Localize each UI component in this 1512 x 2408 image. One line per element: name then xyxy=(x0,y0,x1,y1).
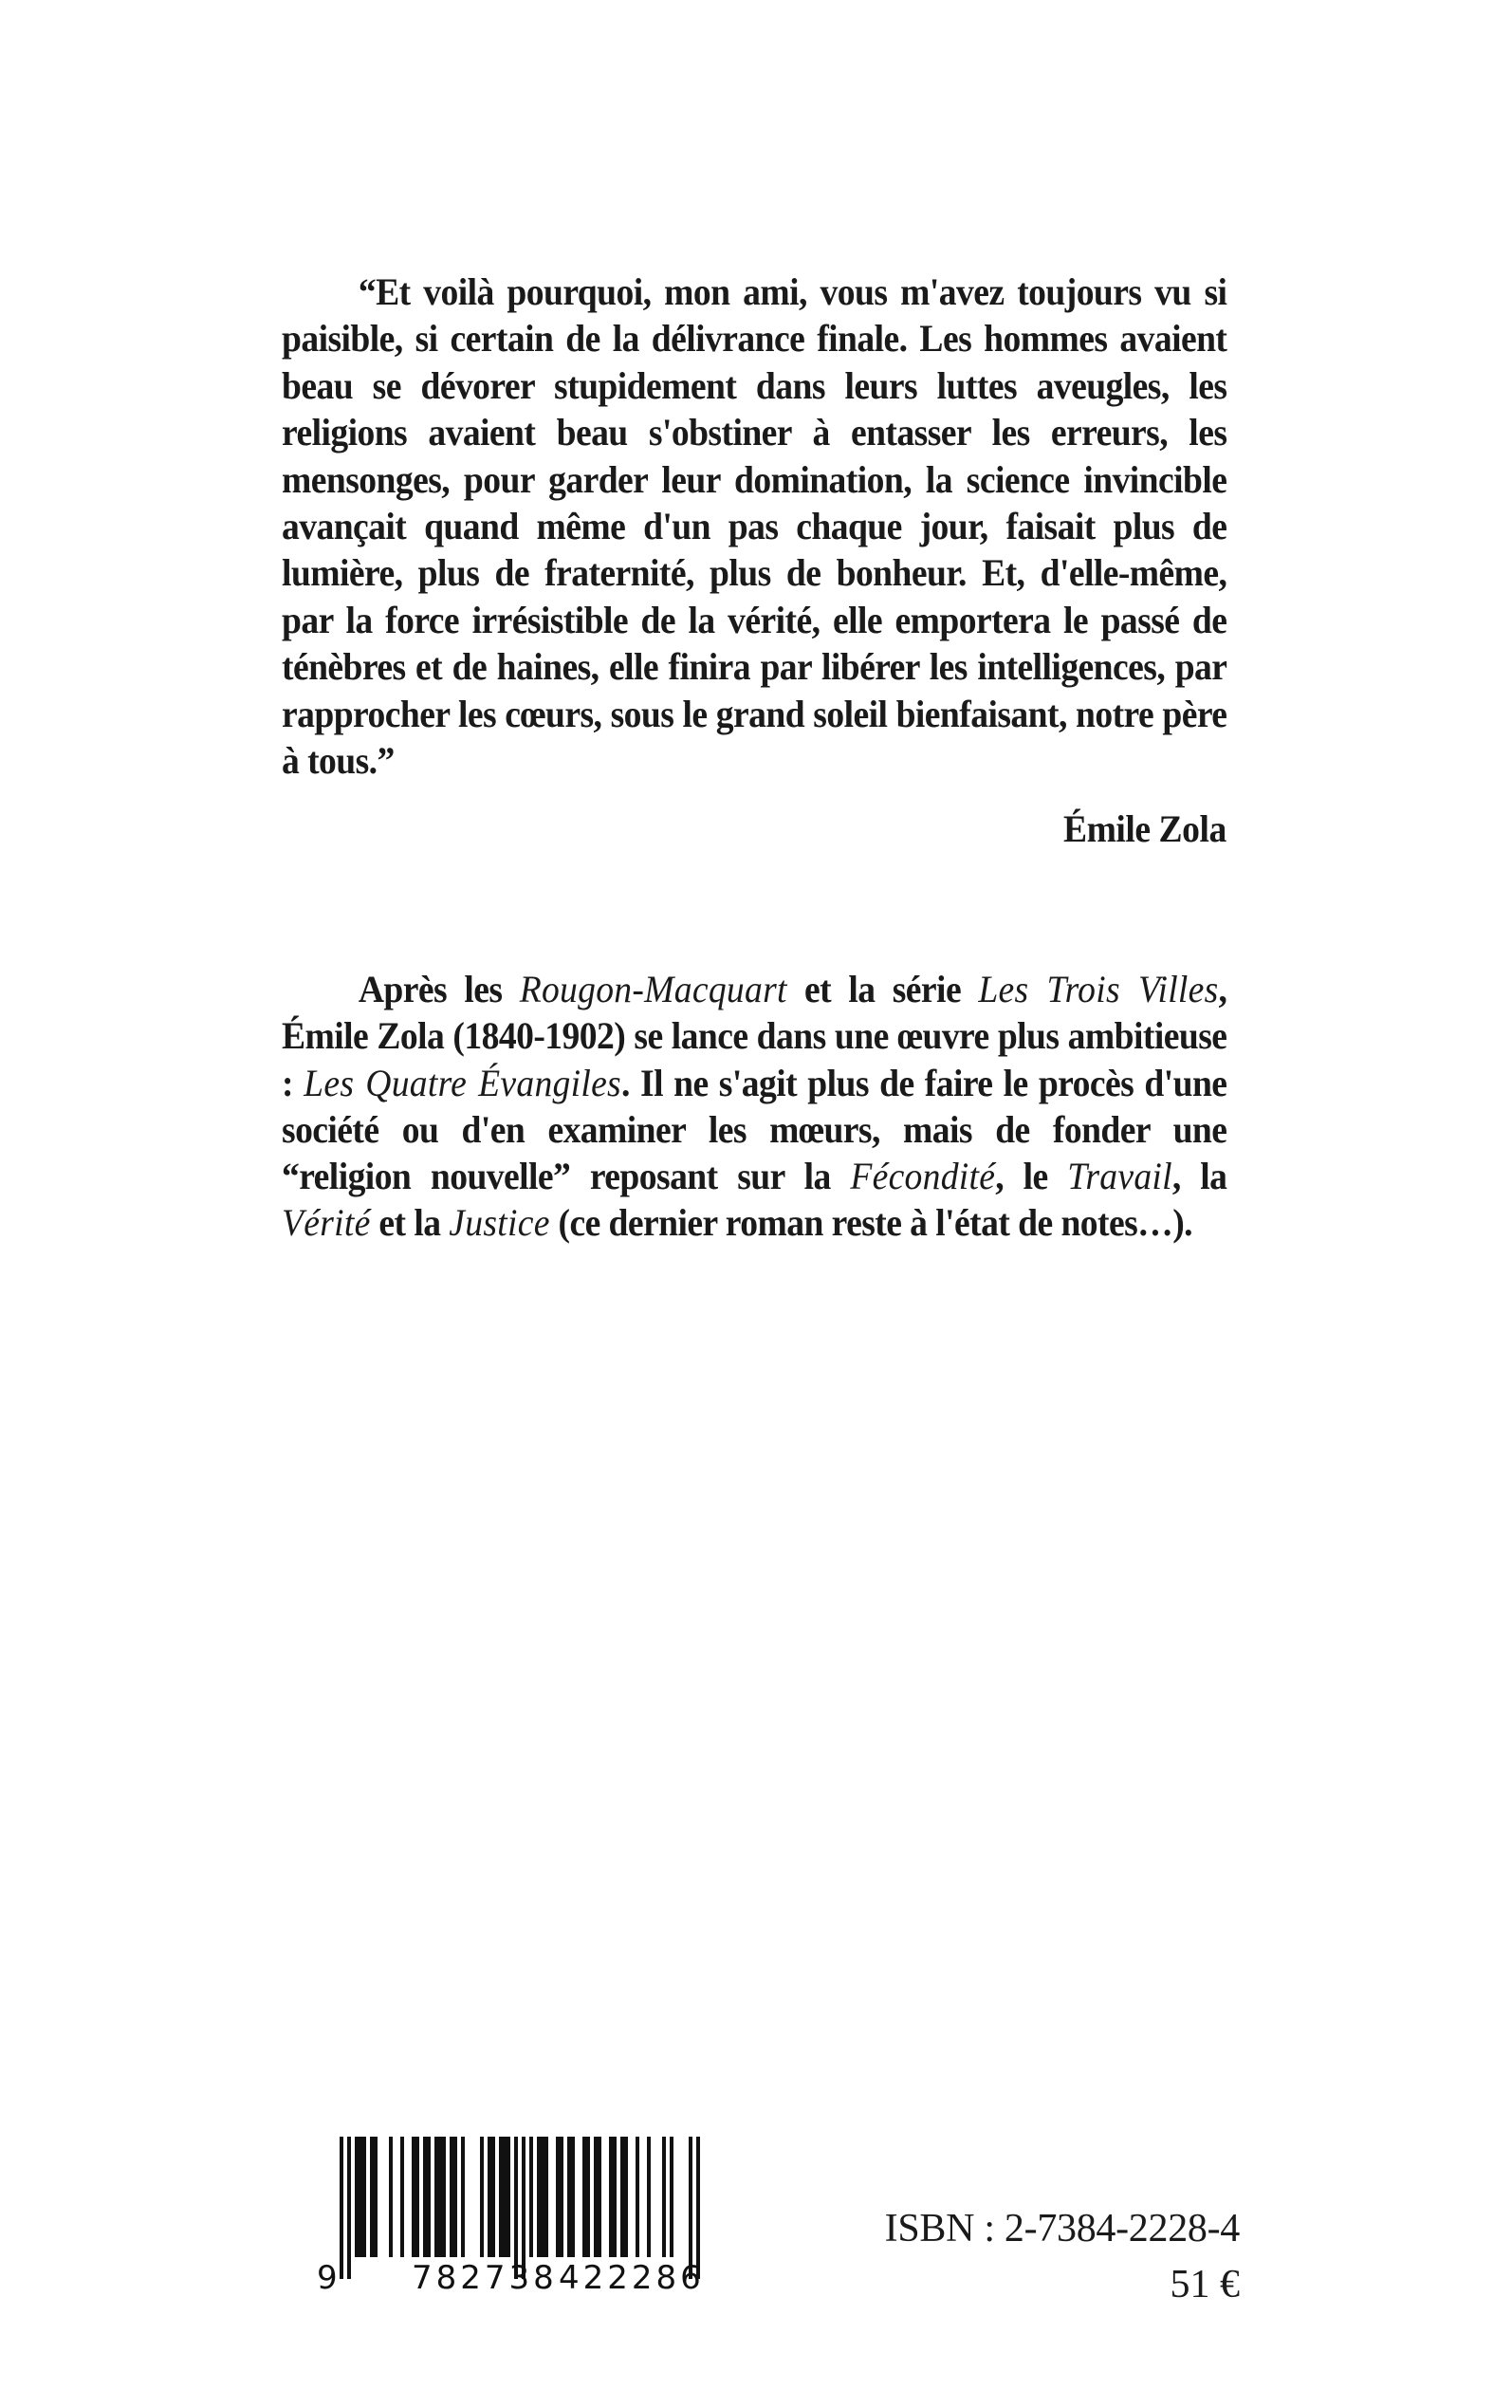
isbn-label: ISBN : 2-7384-2228-4 xyxy=(884,2207,1240,2251)
summary-segment: . Il ne s'agit plus de faire le procès d'une société ou d'en examiner les mœurs, mais de fonder une “religion nouvelle” reposant sur la xyxy=(282,1061,1227,1198)
title-fecondite: Fécondité xyxy=(850,1155,996,1198)
summary-text xyxy=(282,966,1226,1247)
summary-segment: et la xyxy=(370,1201,450,1245)
price-label: 51 € xyxy=(1170,2263,1240,2306)
title-justice: Justice xyxy=(449,1201,550,1245)
title-les-trois-villes: Les Trois Villes xyxy=(978,968,1219,1010)
summary-segment: , le xyxy=(995,1155,1068,1198)
summary-segment: (ce dernier roman reste à l'état de notes…). xyxy=(549,1201,1193,1245)
ean-barcode xyxy=(317,2137,715,2298)
quote-author: Émile Zola xyxy=(1063,807,1226,850)
barcode-right-digits: 422286 xyxy=(559,2259,705,2297)
summary-segment: et la série xyxy=(786,968,979,1010)
title-les-quatre-evangiles: Les Quatre Évangiles xyxy=(304,1061,621,1104)
barcode-lead-digit: 9 xyxy=(317,2259,338,2297)
quote-block xyxy=(282,269,1226,784)
barcode-left-digits: 782738 xyxy=(412,2259,558,2297)
title-rougon-macquart: Rougon-Macquart xyxy=(519,968,787,1010)
barcode-icon xyxy=(317,2137,715,2298)
title-travail: Travail xyxy=(1067,1155,1172,1198)
summary-segment: Après les xyxy=(358,968,520,1010)
title-verite: Vérité xyxy=(282,1201,371,1245)
book-summary xyxy=(282,966,1226,1247)
summary-segment: , la xyxy=(1171,1155,1227,1198)
quote-text: “Et voilà pourquoi, mon ami, vous m'avez toujours vu si paisible, si certain de la délivrance finale. Les hommes avaient beau se dévorer stupidement dans leurs luttes aveugles, les religions avaient beau s'obstiner à entasser les erreurs, les mensonges, pour garder leur domination, la science invincible avançait quand même d'un pas chaque jour, faisait plus de lumière, plus de fraternité, plus de bonheur. Et, d'elle-même, par la force irrésistible de la vérité, elle emportera le passé de ténèbres et de haines, elle finira par libérer les intelligences, par rapprocher les cœurs, sous le grand soleil bienfaisant, notre père à tous.” xyxy=(282,270,1227,783)
summary-segment: , Émile Zola (1840-1902) se lance dans une œuvre plus ambitieuse : xyxy=(282,968,1227,1104)
